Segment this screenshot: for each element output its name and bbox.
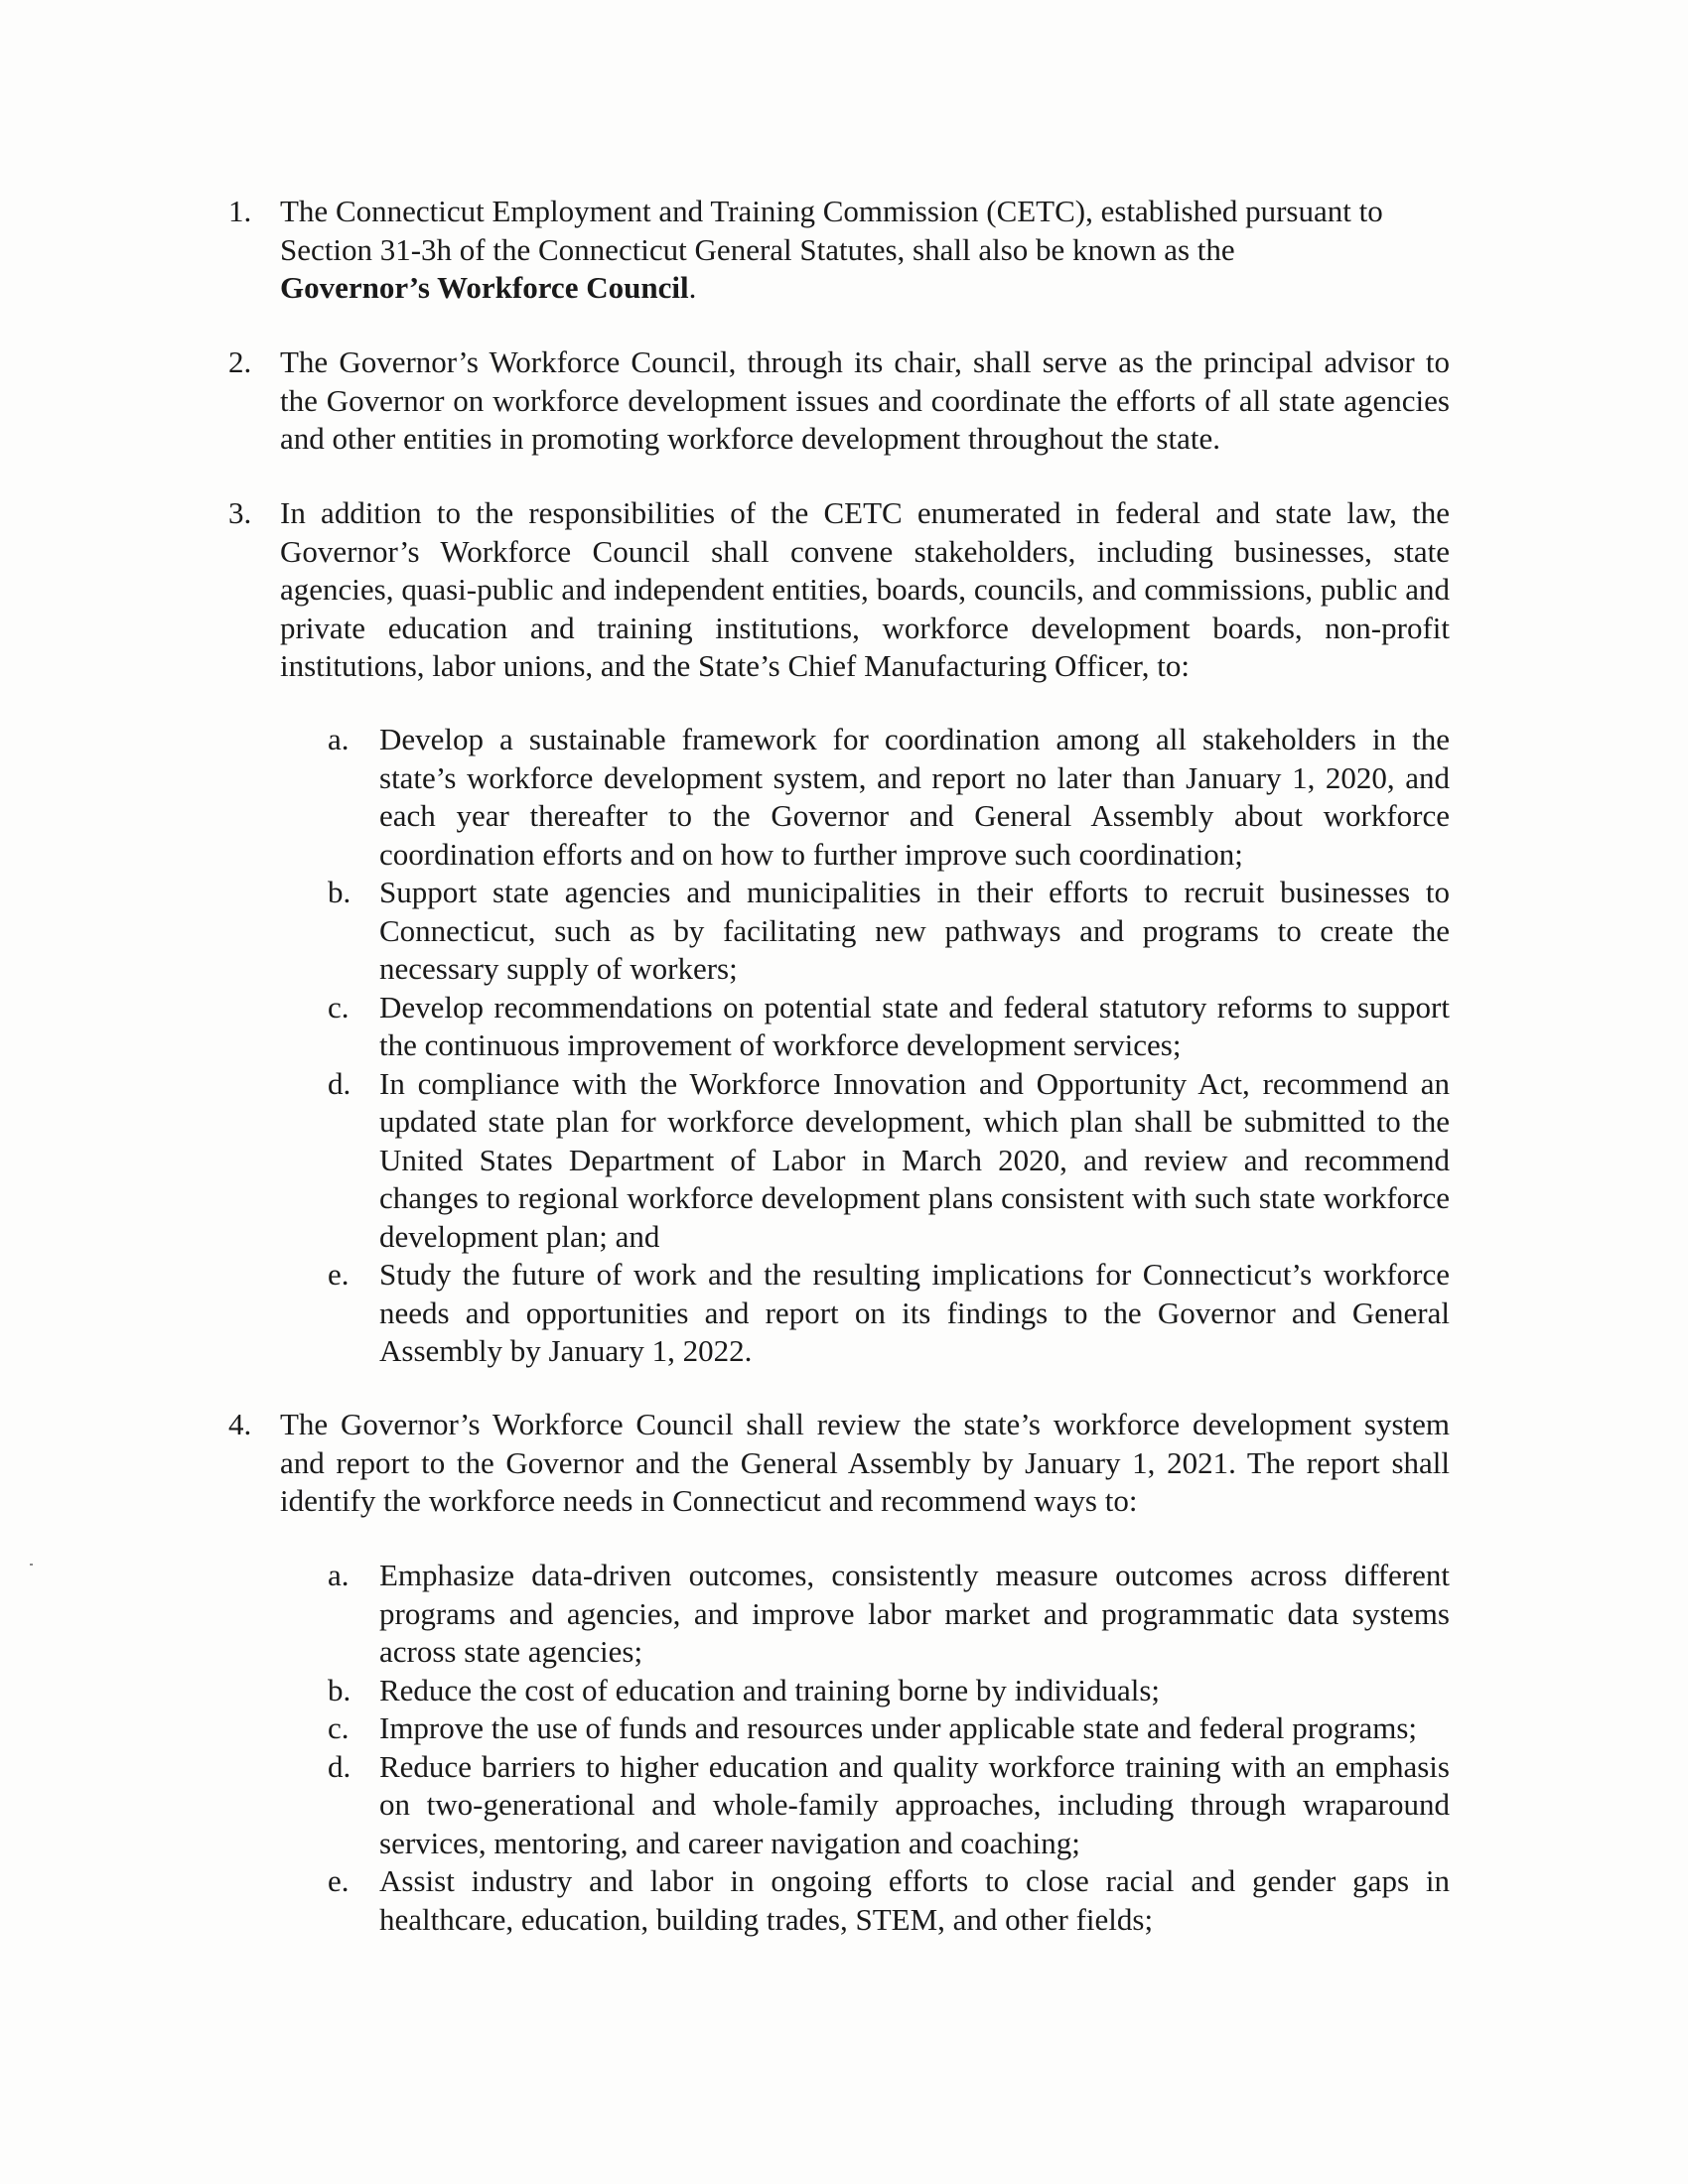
sub-item-3c <box>328 989 1450 1065</box>
council-name-bold: Governor’s Workforce Council <box>280 270 689 305</box>
item-2-text: The Governor’s Workforce Council, through its chair, shall serve as the principal advisor to the Governor on workforce development issues and coordinate the efforts of all state agencies and other entities in promoting workforce development throughout the state. <box>280 344 1450 456</box>
sub-item-4e <box>328 1862 1450 1939</box>
sub-text: Emphasize data-driven outcomes, consistently measure outcomes across different programs and agencies, and improve labor market and programmatic data systems across state agencies; <box>379 1558 1450 1669</box>
sub-letter: d. <box>328 1748 352 1784</box>
sub-text: Develop a sustainable framework for coordination among all stakeholders in the state’s workforce development system, and report no later than January 1, 2020, and each year thereafter to the Governor and General Assembly about workforce coordination efforts and on how to further improve such coordination; <box>379 722 1450 872</box>
sub-item-4c <box>328 1709 1450 1748</box>
sub-text: Reduce the cost of education and training borne by individuals; <box>379 1672 1160 1707</box>
sub-letter: d. <box>328 1065 352 1101</box>
scan-speck <box>30 1564 33 1566</box>
item-number: 1. <box>228 194 252 228</box>
item-3-sublist <box>328 721 1450 1371</box>
sub-text: Develop recommendations on potential state and federal statutory reforms to support the continuous improvement of workforce development services; <box>379 989 1450 1062</box>
sub-text: Assist industry and labor in ongoing efforts to close racial and gender gaps in healthcare, education, building trades, STEM, and other fields; <box>379 1863 1450 1937</box>
sub-letter: c. <box>328 1710 350 1745</box>
item-number: 4. <box>228 1407 252 1441</box>
sub-item-3b <box>328 874 1450 989</box>
sub-item-3e <box>328 1256 1450 1371</box>
sub-item-4d <box>328 1748 1450 1863</box>
sub-item-3a <box>328 721 1450 874</box>
sub-letter: a. <box>328 722 350 756</box>
item-4-text: The Governor’s Workforce Council shall review the state’s workforce development system and report to the Governor and the General Assembly by January 1, 2021. The report shall identify the workforce needs in Connecticut and recommend ways to: <box>280 1407 1450 1518</box>
item-number: 3. <box>228 495 252 530</box>
sub-letter: b. <box>328 875 352 909</box>
item-3-text: In addition to the responsibilities of the CETC enumerated in federal and state law, the Governor’s Workforce Council shall convene stakeholders, including businesses, state agencies, quasi-public and independent entities, boards, councils, and commissions, public and private education and training institutions, workforce development boards, non-profit institutions, labor unions, and the State’s Chief Manufacturing Officer, to: <box>280 495 1450 683</box>
sub-letter: e. <box>328 1257 350 1292</box>
sub-text: Support state agencies and municipalities in their efforts to recruit businesses to Connecticut, such as by facilitating new pathways and programs to create the necessary supply of workers; <box>379 875 1450 986</box>
item-4-sublist <box>328 1557 1450 1939</box>
sub-letter: a. <box>328 1558 350 1592</box>
item-1-period: . <box>688 270 697 305</box>
sub-text: In compliance with the Workforce Innovation and Opportunity Act, recommend an updated state plan for workforce development, which plan shall be submitted to the United States Department of Labor in March 2020, and review and recommend changes to regional workforce development plans consistent with such state workforce development plan; and <box>379 1065 1450 1254</box>
item-text <box>280 193 1450 308</box>
sub-letter: b. <box>328 1672 352 1707</box>
sub-item-4a <box>328 1557 1450 1672</box>
sub-letter: c. <box>328 989 350 1024</box>
item-number: 2. <box>228 344 252 379</box>
sub-text: Study the future of work and the resulting implications for Connecticut’s workforce needs and opportunities and report on its findings to the Governor and General Assembly by January 1, 2022. <box>379 1257 1450 1368</box>
item-1-text: The Connecticut Employment and Training Commission (CETC), established pursuant to Section 31-3h of the Connecticut General Statutes, shall also be known as the <box>280 194 1383 267</box>
sub-item-3d <box>328 1065 1450 1257</box>
list-item-2 <box>228 343 1450 459</box>
list-item-4 <box>228 1406 1450 1521</box>
sub-item-4b <box>328 1672 1450 1710</box>
sub-text: Improve the use of funds and resources under applicable state and federal programs; <box>379 1710 1417 1745</box>
list-item-3 <box>228 494 1450 686</box>
list-item-1 <box>228 193 1450 308</box>
sub-letter: e. <box>328 1863 350 1898</box>
sub-text: Reduce barriers to higher education and quality workforce training with an emphasis on two-generational and whole-family approaches, including through wraparound services, mentoring, and career navigation and coaching; <box>379 1748 1450 1860</box>
